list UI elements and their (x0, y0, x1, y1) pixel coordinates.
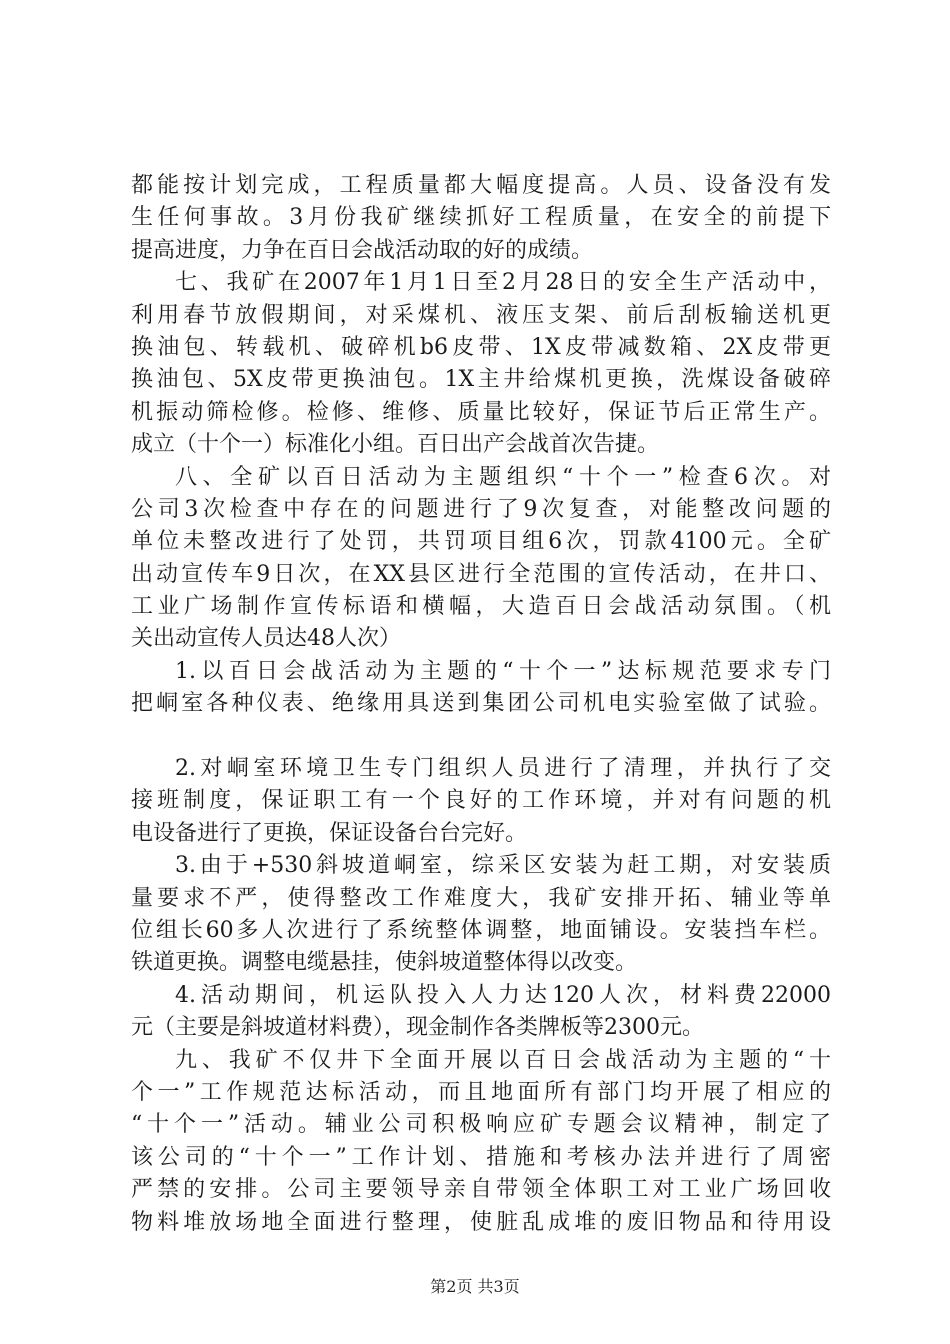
paragraph-start-line: 八、全矿以百日活动为主题组织“十个一”检查6次。对 (175, 464, 831, 490)
page-footer: 第2页 共3页 (430, 1277, 520, 1296)
body-text (131, 170, 831, 1239)
text-line: 出动宣传车9日次，在XX县区进行全范围的宣传活动，在井口、 (131, 561, 831, 587)
blank-line (131, 721, 831, 753)
text-line: 接班制度，保证职工有一个良好的工作环境，并对有问题的机 (131, 788, 831, 814)
paragraph-start-line: 4.活动期间，机运队投入人力达120人次，材料费22000 (175, 982, 831, 1008)
text-line: 提高进度，力争在百日会战活动取的好的成绩。 (131, 237, 594, 263)
text-line: 机振动筛检修。检修、维修、质量比较好，保证节后正常生产。 (131, 399, 831, 425)
paragraph-start-line: 3.由于+530斜坡道峒室，综采区安装为赶工期，对安装质 (175, 853, 831, 879)
text-line: 生任何事故。3月份我矿继续抓好工程质量，在安全的前提下 (131, 205, 831, 231)
text-line: 工业广场制作宣传标语和横幅，大造百日会战活动氛围。（机 (131, 594, 831, 620)
paragraph-start-line: 九、我矿不仅井下全面开展以百日会战活动为主题的“十 (175, 1047, 831, 1073)
text-line: “十个一”活动。辅业公司积极响应矿专题会议精神，制定了 (131, 1112, 831, 1138)
paragraph-start-line: 1.以百日会战活动为主题的“十个一”达标规范要求专门 (175, 658, 831, 684)
paragraph-start-line: 2.对峒室环境卫生专门组织人员进行了清理，并执行了交 (175, 756, 831, 782)
text-line: 成立（十个一）标准化小组。百日出产会战首次告捷。 (131, 432, 660, 458)
paragraph-start-line: 七、我矿在2007年1月1日至2月28日的安全生产活动中， (175, 270, 831, 296)
text-line: 利用春节放假期间，对采煤机、液压支架、前后刮板输送机更 (131, 302, 831, 328)
text-line: 量要求不严，使得整改工作难度大，我矿安排开拓、辅业等单 (131, 885, 831, 911)
text-line: 电设备进行了更换，保证设备台台完好。 (131, 820, 528, 846)
text-line: 物料堆放场地全面进行整理，使脏乱成堆的废旧物品和待用设 (131, 1209, 831, 1235)
text-line: 换油包、转载机、破碎机b6皮带、1X皮带减数箱、2X皮带更 (131, 334, 831, 360)
text-line: 位组长60多人次进行了系统整体调整，地面铺设。安装挡车栏。 (131, 917, 831, 943)
text-line: 个一”工作规范达标活动，而且地面所有部门均开展了相应的 (131, 1079, 831, 1105)
text-line: 元（主要是斜坡道材料费），现金制作各类牌板等2300元。 (131, 1015, 704, 1041)
text-line: 严禁的安排。公司主要领导亲自带领全体职工对工业广场回收 (131, 1177, 831, 1203)
text-line: 换油包、5X皮带更换油包。1X主井给煤机更换，洗煤设备破碎 (131, 367, 831, 393)
text-line: 单位未整改进行了处罚，共罚项目组6次，罚款4100元。全矿 (131, 529, 831, 555)
text-line: 都能按计划完成，工程质量都大幅度提高。人员、设备没有发 (131, 173, 831, 198)
text-line: 铁道更换。调整电缆悬挂，使斜坡道整体得以改变。 (131, 950, 638, 976)
text-line: 把峒室各种仪表、绝缘用具送到集团公司机电实验室做了试验。 (131, 691, 831, 717)
text-line: 该公司的“十个一”工作计划、措施和考核办法并进行了周密 (131, 1144, 831, 1170)
text-line: 关出动宣传人员达48人次） (131, 626, 401, 652)
text-line: 公司3次检查中存在的问题进行了9次复查，对能整改问题的 (131, 496, 831, 522)
